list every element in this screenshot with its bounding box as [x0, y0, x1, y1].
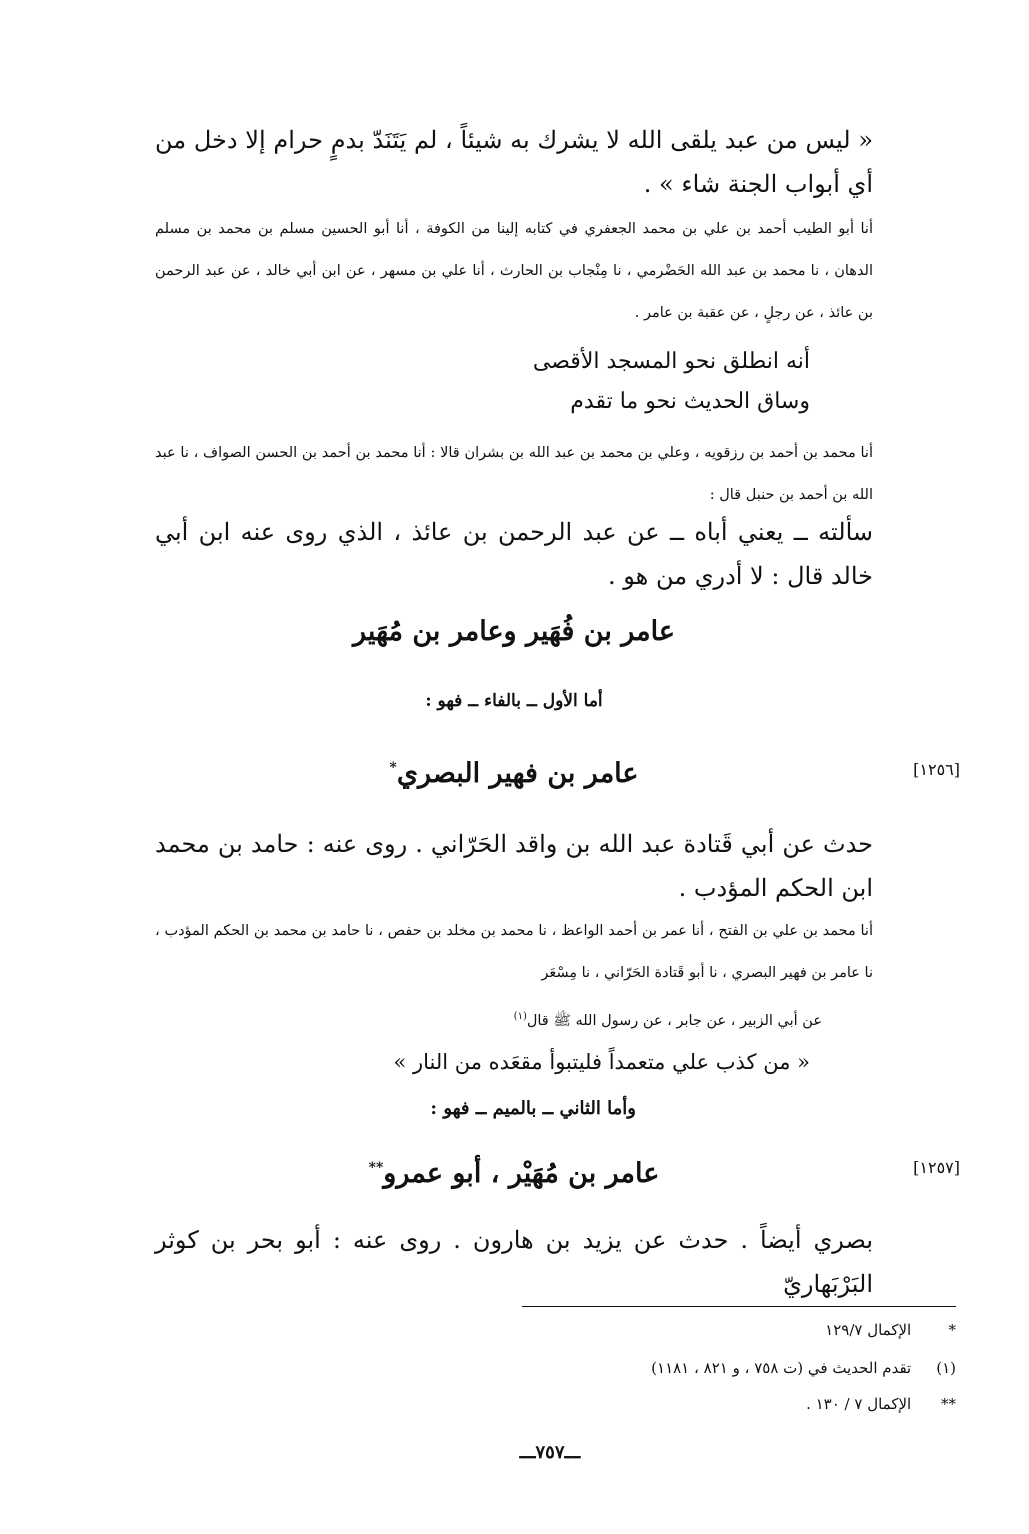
footnote-mark: * [948, 1321, 956, 1339]
question-paragraph: سألته ــ يعني أباه ــ عن عبد الرحمن بن عائذ ، الذي روى عنه ابن أبي خالد قال : لا أدري من هو . [155, 518, 873, 590]
entry-bio: بصري أيضاً . حدث عن يزيد بن هارون . روى عنه : أبو بحر بن كوثر البَرْبَهاريّ [155, 1226, 873, 1298]
footnote [500, 1318, 956, 1342]
footnote-divider [522, 1306, 956, 1307]
entry-number: [١٢٥٧] [913, 1158, 960, 1177]
entry-bio: حدث عن أبي قَتادة عبد الله بن واقد الحَرّاني . روى عنه : حامد بن محمد ابن الحكم المؤدب . [155, 830, 874, 902]
entry-number: [١٢٥٦] [913, 760, 960, 779]
footnote-marker: ** [368, 1160, 384, 1176]
footnote-text: الإكمال ١٢٩/٧ [825, 1321, 912, 1339]
entry-title [155, 748, 873, 794]
footnote-mark: (١) [936, 1359, 956, 1377]
entry-title-text: عامر بن مُهَيْر ، أبو عمرو [383, 1158, 660, 1189]
isnad-paragraph: أنا محمد بن أحمد بن رزقويه ، وعلي بن محمد بن عبد الله بن بشران قالا : أنا محمد بن أحمد بن الحسن الصواف ، نا عبد الله بن أحمد بن حنبل قال : [155, 445, 873, 503]
footnote-text: تقدم الحديث في (ت ٧٥٨ ، و ٨٢١ ، ١١٨١) [651, 1359, 912, 1377]
text-line: وساق الحديث نحو ما تقدم [570, 389, 810, 414]
footnote-text: الإكمال ٧ / ١٣٠ . [806, 1395, 912, 1413]
footnote-ref: (١) [513, 1011, 527, 1022]
footnote-mark: ** [941, 1395, 956, 1413]
isnad-paragraph: أنا أبو الطيب أحمد بن علي بن محمد الجعفري في كتابه إلينا من الكوفة ، أنا أبو الحسين مسلم بن محمد بن مسلم الدهان ، نا محمد بن عبد الله الحَضْرمي ، نا مِنْجاب بن الحارث ، أنا علي بن مسهر ، عن ابن أبي خالد ، عن عبد الرحمن بن عائذ ، عن رجلٍ ، عن عقبة بن عامر . [155, 221, 873, 321]
text-line: أنه انطلق نحو المسجد الأقصى [532, 349, 810, 374]
isnad-end [470, 996, 822, 1042]
section-intro: وأما الثاني ــ بالميم ــ فهو : [430, 1098, 636, 1119]
section-title: عامر بن فُهَير وعامر بن مُهَير [353, 616, 675, 647]
hadith-text: « من كذب علي متعمداً فليتبوأ مقعَده من النار » [393, 1050, 810, 1074]
footnote [500, 1392, 956, 1416]
footnote [500, 1356, 956, 1380]
entry-title [155, 1148, 873, 1194]
isnad-end-text: عن أبي الزبير ، عن جابر ، عن رسول الله ﷺ قال [526, 1012, 822, 1029]
section-intro: أما الأول ــ بالفاء ــ فهو : [425, 691, 603, 711]
hadith-top: « ليس من عبد يلقى الله لا يشرك به شيئاً ، لم يَتَنَدّ بدمٍ حرام إلا دخل من أي أبواب الجنة شاء » . [155, 126, 873, 198]
footnote-marker: * [389, 760, 397, 776]
page-number: ـــ٧٥٧ـــ [519, 1442, 581, 1463]
isnad-paragraph: أنا محمد بن علي بن الفتح ، أنا عمر بن أحمد الواعظ ، نا محمد بن مخلد بن حفص ، نا حامد بن محمد بن الحكم المؤدب ، نا عامر بن فهير البصري ، نا أبو قَتادة الحَرّاني ، نا مِسْعَر [155, 923, 873, 981]
entry-title-text: عامر بن فهير البصري [396, 758, 639, 789]
